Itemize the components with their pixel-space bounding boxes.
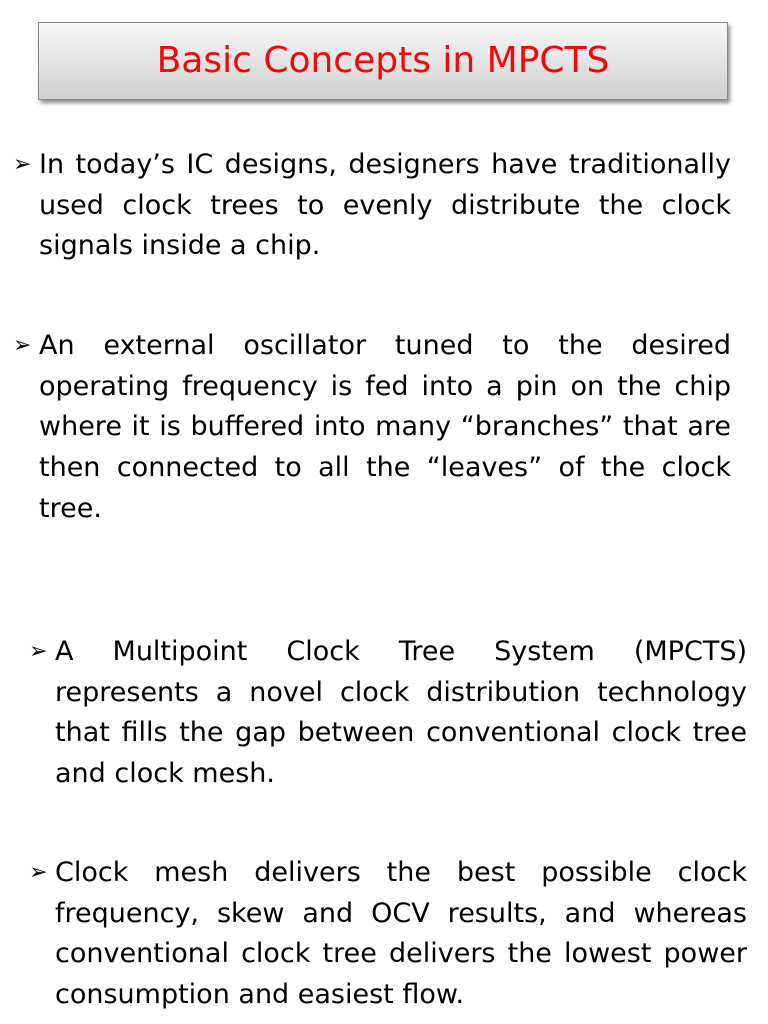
arrow-bullet-icon: ➢: [29, 860, 48, 885]
arrow-bullet-icon: ➢: [13, 333, 32, 358]
bullet-text: In today’s IC designs, designers have traditionally used clock trees to evenly distribute the clock signals inside a chip.: [39, 149, 731, 262]
bullet-item: [29, 853, 747, 1016]
arrow-bullet-icon: ➢: [13, 152, 32, 177]
bullet-text: An external oscillator tuned to the desired operating frequency is fed into a pin on the chip where it is buffered into many “branches” that are then connected to all the “leaves” of the clock tree.: [39, 330, 731, 524]
title-box: [38, 22, 728, 100]
slide-title: Basic Concepts in MPCTS: [156, 40, 610, 81]
bullet-text: Clock mesh delivers the best possible clock frequency, skew and OCV results, and whereas conventional clock tree delivers the lowest power consumption and easiest flow.: [55, 857, 747, 1011]
arrow-bullet-icon: ➢: [29, 639, 48, 664]
bullet-text: A Multipoint Clock Tree System (MPCTS) represents a novel clock distribution technology that fills the gap between conventional clock tree and clock mesh.: [55, 636, 747, 790]
bullet-item: [29, 632, 747, 795]
bullet-item: [13, 326, 731, 530]
bullet-item: [13, 145, 731, 267]
